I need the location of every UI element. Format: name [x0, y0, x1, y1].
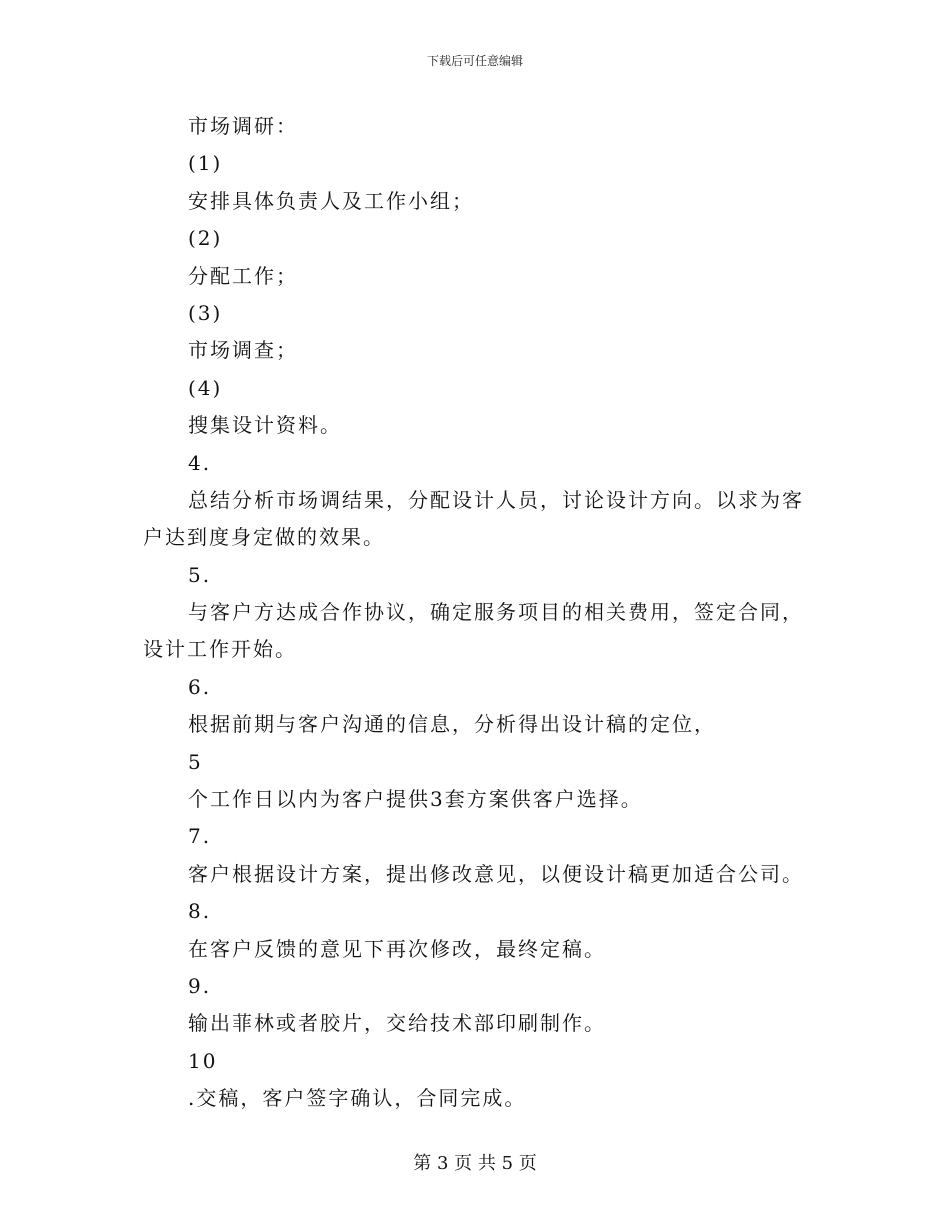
paragraph-line: (2) — [188, 226, 223, 251]
paragraph-line: 5 — [188, 749, 203, 774]
paragraph-line: 搜集设计资料。 — [188, 413, 342, 438]
paragraph-line: 安排具体负责人及工作小组； — [188, 188, 474, 213]
paragraph-line: 个工作日以内为客户提供3套方案供客户选择。 — [188, 787, 643, 812]
document-body — [143, 108, 815, 1118]
paragraph-line: (4) — [188, 375, 223, 400]
page-footer: 第 3 页 共 5 页 — [413, 1153, 537, 1174]
page-header: 下载后可任意编辑 — [426, 54, 523, 68]
paragraph-line: 市场调查； — [188, 338, 298, 363]
paragraph-line: 总结分析市场调结果，分配设计人员，讨论设计方向。以求为客 — [188, 487, 804, 512]
paragraph-line: 客户根据设计方案，提出修改意见，以便设计稿更加适合公司。 — [188, 861, 804, 886]
paragraph-line: .交稿，客户签字确认，合同完成。 — [188, 1086, 527, 1111]
paragraph-line: 输出菲林或者胶片，交给技术部印刷制作。 — [188, 1011, 606, 1036]
paragraph-line: 设计工作开始。 — [143, 637, 297, 662]
paragraph-line: 9. — [188, 973, 212, 998]
paragraph-line: 7. — [188, 824, 212, 849]
paragraph-line: 与客户方达成合作协议，确定服务项目的相关费用，签定合同， — [188, 600, 804, 625]
paragraph-line: 8. — [188, 899, 212, 924]
paragraph-line: 户达到度身定做的效果。 — [143, 525, 385, 550]
paragraph-line: 6. — [188, 674, 212, 699]
paragraph-line: 在客户反馈的意见下再次修改，最终定稿。 — [188, 936, 606, 961]
paragraph-line: 根据前期与客户沟通的信息，分析得出设计稿的定位， — [188, 712, 716, 737]
paragraph-line: 4. — [188, 450, 212, 475]
paragraph-line: 5. — [188, 562, 212, 587]
paragraph-line: 10 — [188, 1048, 218, 1073]
paragraph-line: (3) — [188, 300, 223, 325]
paragraph-line: (1) — [188, 151, 223, 176]
paragraph-line: 分配工作； — [188, 263, 298, 288]
paragraph-line: 市场调研： — [188, 114, 298, 138]
